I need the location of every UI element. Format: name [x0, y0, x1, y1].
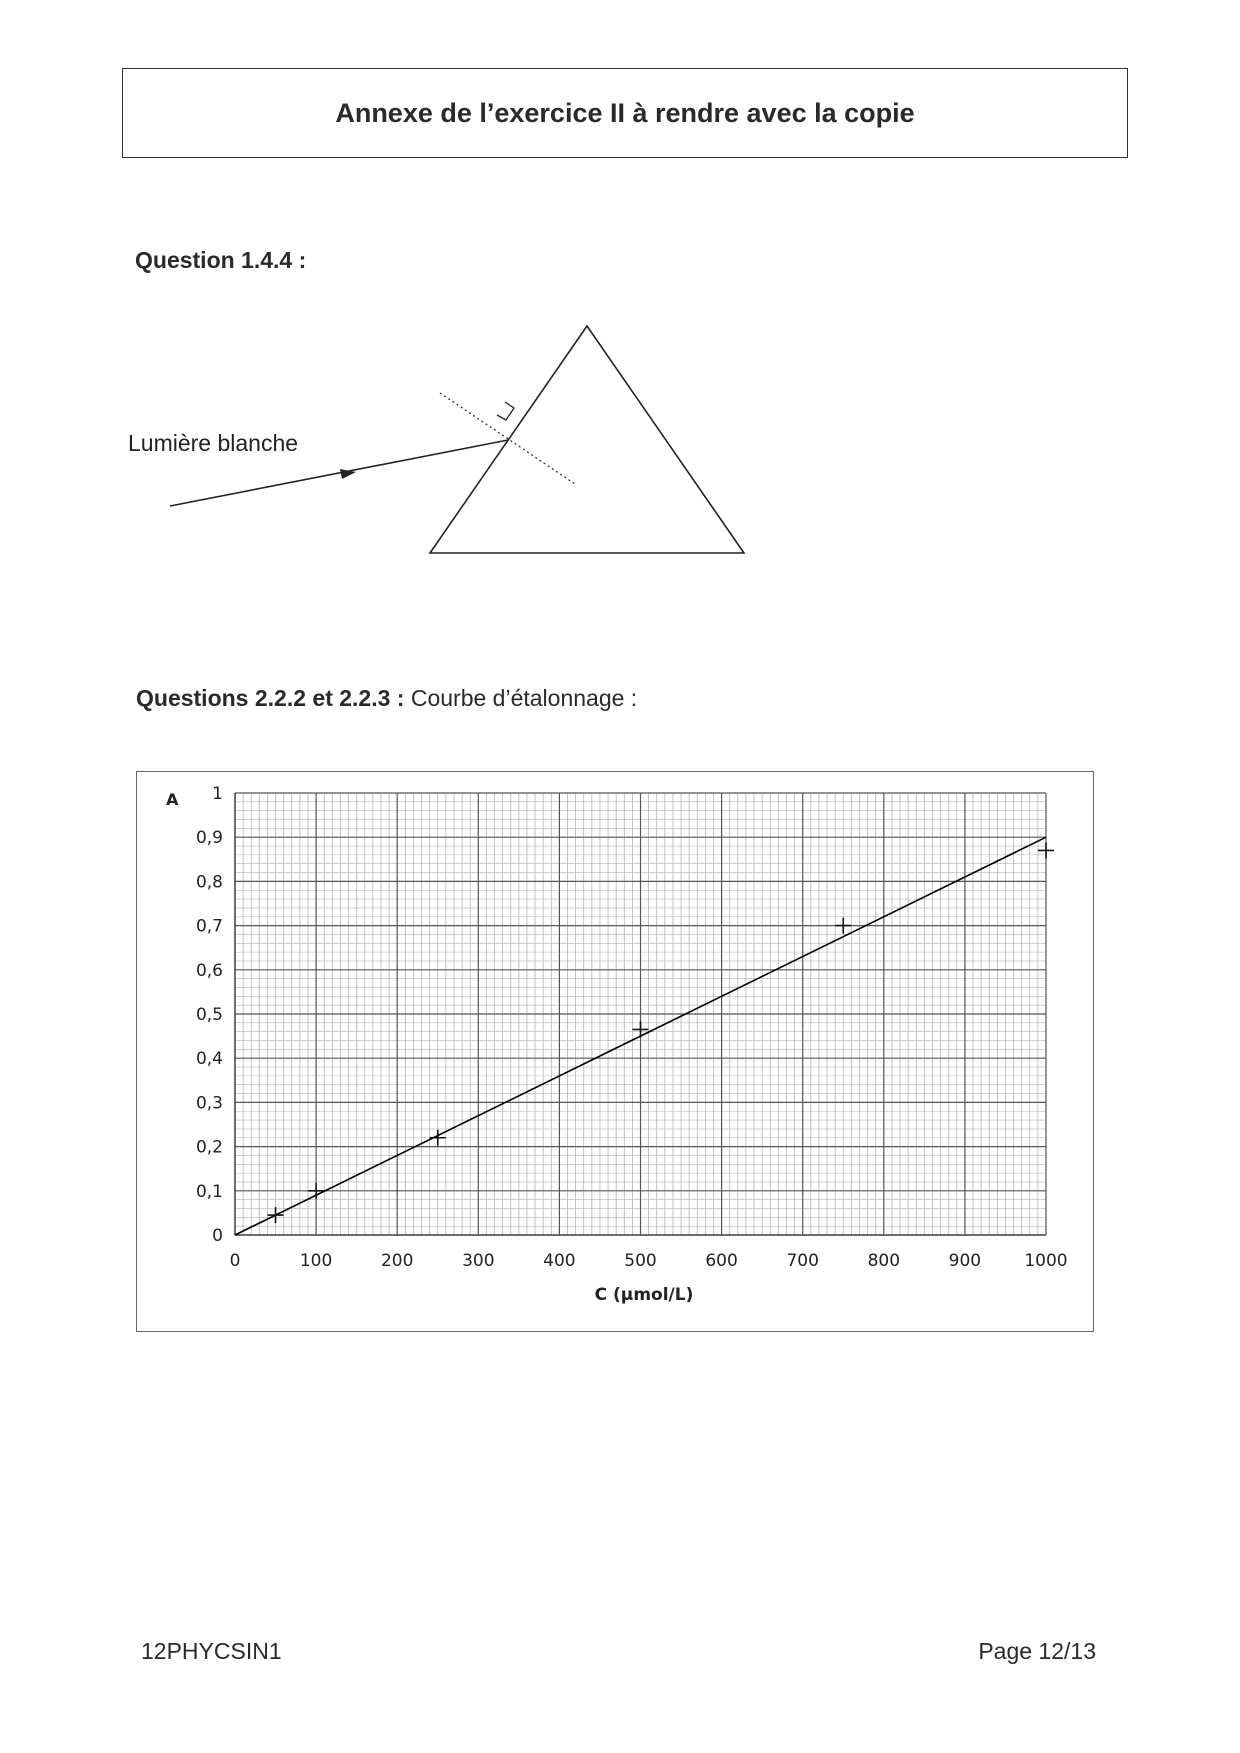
y-tick-label: 0,9: [195, 828, 223, 849]
prism-diagram: [0, 0, 1240, 620]
normal-line: [440, 393, 575, 484]
y-tick-label: 1: [212, 784, 223, 804]
prism-triangle: [430, 326, 744, 553]
x-tick-label: 900: [948, 1251, 982, 1271]
calibration-chart: [136, 771, 1094, 1332]
question-2-heading-text: Courbe d’étalonnage :: [404, 685, 638, 711]
page-number: Page 12/13: [978, 1638, 1096, 1664]
y-tick-label: 0,6: [195, 960, 223, 981]
y-tick-label: 0,1: [195, 1181, 223, 1202]
x-tick-label: 200: [380, 1251, 414, 1271]
y-axis-label: A: [166, 790, 179, 809]
question-1-heading: Question 1.4.4 :: [135, 247, 307, 273]
page-title: Annexe de l’exercice II à rendre avec la copie: [335, 97, 915, 128]
question-2-heading-bold: Questions 2.2.2 et 2.2.3 :: [136, 685, 405, 711]
x-tick-label: 400: [543, 1251, 576, 1271]
y-tick-label: 0,5: [195, 1005, 223, 1025]
y-tick-label: 0: [212, 1226, 223, 1246]
y-tick-label: 0,7: [195, 916, 223, 937]
x-tick-label: 300: [462, 1251, 495, 1271]
right-angle-mark: [497, 402, 514, 420]
x-tick-label: 700: [786, 1251, 819, 1271]
x-tick-label: 600: [705, 1251, 738, 1271]
y-tick-label: 0,3: [195, 1093, 223, 1114]
x-tick-label: 1000: [1024, 1251, 1068, 1271]
x-tick-label: 800: [867, 1251, 901, 1271]
x-tick-label: 500: [624, 1251, 657, 1271]
document-code: 12PHYCSIN1: [141, 1638, 282, 1664]
y-tick-label: 0,4: [195, 1049, 223, 1070]
y-tick-label: 0,2: [195, 1137, 223, 1158]
y-tick-label: 0,8: [195, 872, 223, 893]
question-2-heading: [136, 685, 637, 712]
x-tick-label: 0: [229, 1251, 241, 1271]
x-axis-label: C (µmol/L): [594, 1285, 694, 1305]
x-tick-label: 100: [299, 1251, 333, 1271]
white-light-label: Lumière blanche: [128, 430, 299, 456]
